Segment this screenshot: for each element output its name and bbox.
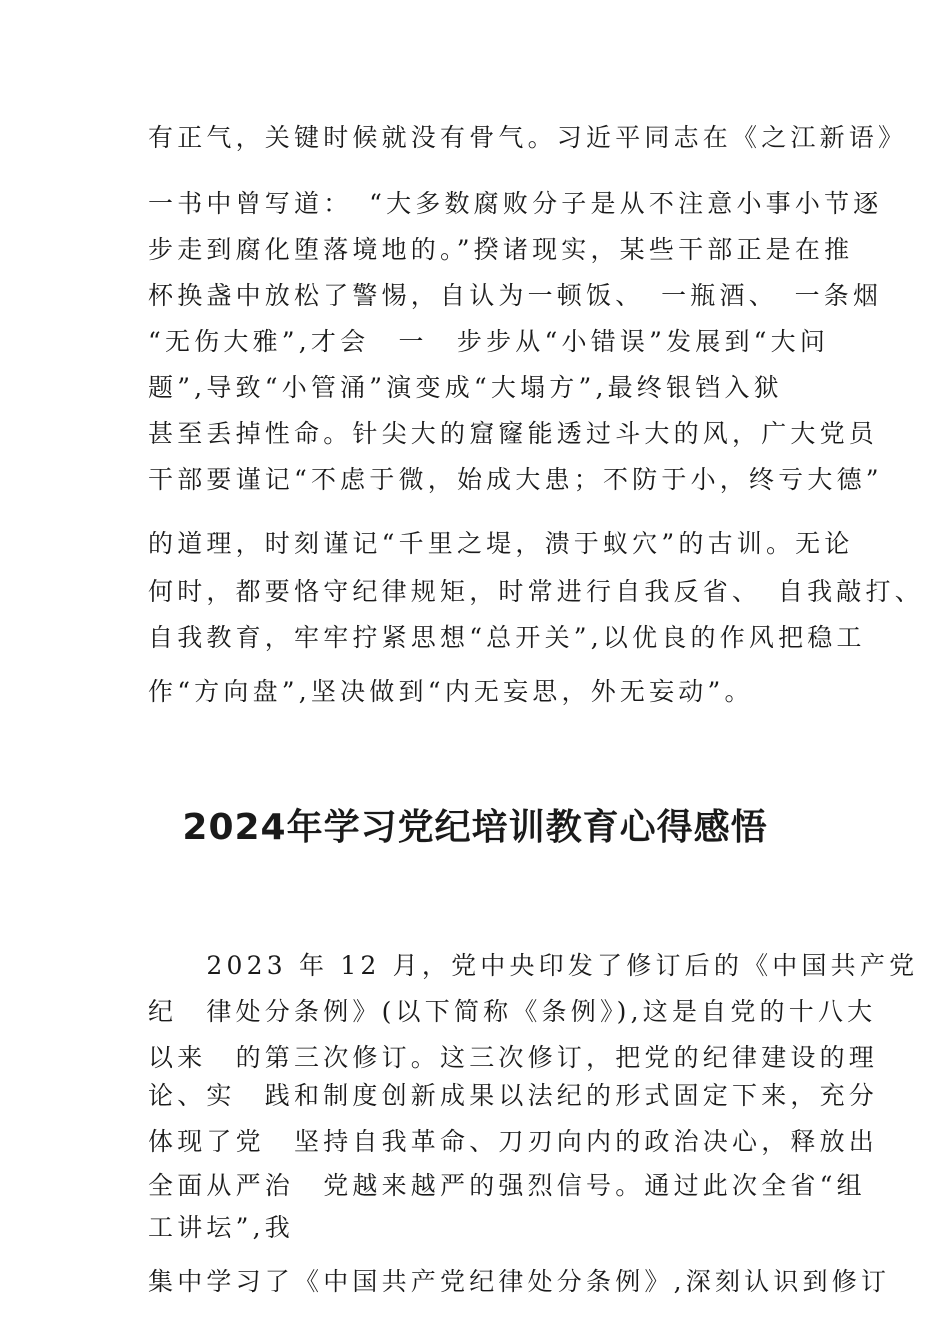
- paragraph-line: 何时，都要恪守纪律规矩，时常进行自我反省、 自我敲打、: [148, 577, 924, 606]
- paragraph-line: 纪 律处分条例》(以下简称《条例》),这是自党的十八大: [148, 997, 877, 1026]
- paragraph-line: 作“方向盘”,坚决做到“内无妄思，外无妄动”。: [148, 677, 754, 706]
- paragraph-line: 的道理，时刻谨记“千里之堤，溃于蚁穴”的古训。无论: [148, 529, 854, 558]
- paragraph-line: 题”,导致“小管涌”演变成“大塌方”,最终银铛入狱: [148, 373, 783, 402]
- paragraph-line: 集中学习了《中国共产党纪律处分条例》,深刻认识到修订: [148, 1267, 891, 1296]
- paragraph-line: 甚至丢掉性命。针尖大的窟窿能透过斗大的风，广大党员: [148, 419, 879, 448]
- paragraph-line: 体现了党 坚持自我革命、刀刃向内的政治决心，释放出: [148, 1127, 879, 1156]
- paragraph-line: 以来 的第三次修订。这三次修订，把党的纪律建设的理: [148, 1043, 879, 1072]
- paragraph-line: 自我教育，牢牢拧紧思想“总开关”,以优良的作风把稳工: [148, 623, 866, 652]
- paragraph-line: 论、实 践和制度创新成果以法纪的形式固定下来，充分: [148, 1081, 879, 1110]
- paragraph-line: 全面从严治 党越来越严的强烈信号。通过此次全省“组: [148, 1171, 866, 1200]
- section-title: 2024年学习党纪培训教育心得感悟: [182, 807, 768, 848]
- paragraph-line: 一书中曾写道： “大多数腐败分子是从不注意小事小节逐: [148, 189, 883, 218]
- paragraph-line: 干部要谨记“不虑于微，始成大患；不防于小，终亏大德”: [148, 465, 883, 494]
- paragraph-line: “无伤大雅”,才会 一 步步从“小错误”发展到“大问: [148, 327, 830, 356]
- paragraph-line: 工讲坛”,我: [148, 1213, 294, 1242]
- paragraph-line: 2023 年 12 月，党中央印发了修订后的《中国共产党: [148, 951, 919, 980]
- paragraph-line: 杯换盏中放松了警惕，自认为一顿饭、 一瓶酒、 一条烟: [148, 281, 883, 310]
- paragraph-line: 步走到腐化堕落境地的。”揆诸现实，某些干部正是在推: [148, 235, 854, 264]
- paragraph-line: 有正气，关键时候就没有骨气。习近平同志在《之江新语》: [148, 123, 908, 152]
